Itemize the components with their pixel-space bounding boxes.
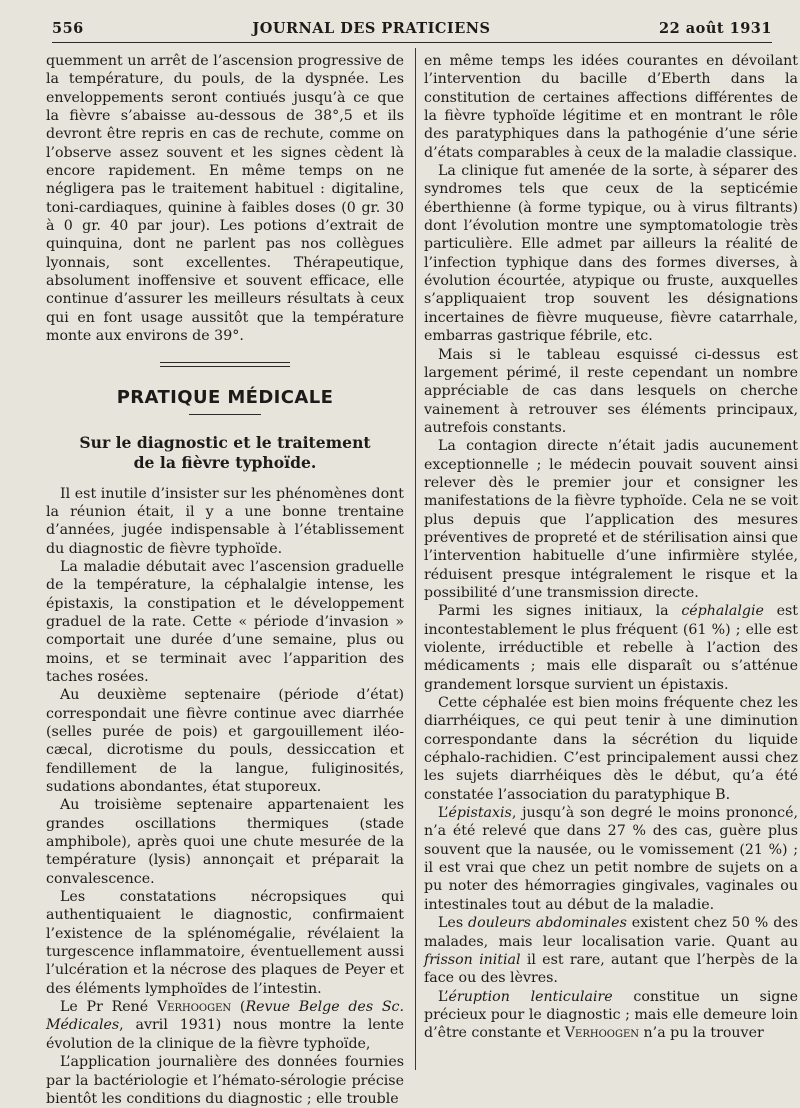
section-heading: PRATIQUE MÉDICALE (116, 386, 334, 408)
text-run: ( (231, 999, 246, 1016)
paragraph (424, 988, 798, 1043)
emphasis: frisson initial (424, 951, 521, 968)
heading-underline (189, 414, 261, 415)
paragraph: Mais si le tableau esquissé ci-dessus est largement périmé, il reste cependant un nombre appréciable de cas dans lesquels on cherche vainement à retrouver ses éléments principaux, autrefois constants. (424, 346, 798, 436)
paragraph: L’application journalière des données fournies par la bactériologie et l’hémato-sérologie précise bientôt les conditions du diagnostic ; elle trouble (46, 1054, 404, 1107)
paragraph: Il est inutile d’insister sur les phénomènes dont la réunion était, il y a une bonne trentaine d’années, jugée indispensable à l’établissement du diagnostic de fièvre typhoïde. (46, 485, 404, 557)
paragraph (424, 804, 798, 914)
article-title-line: de la fièvre typhoïde. (133, 452, 317, 472)
paragraph: La contagion directe n’était jadis aucunement exceptionnelle ; le médecin pouvait souvent ainsi relever dès le premier jour et consigner les manifestations de la fièvre typhoïde. Cela ne se voit plus depuis que l’application des mesures préventives de propreté et de stérilisation ainsi que l’intervention habituelle d’une infirmière stylée, réduisent presque intégralement le risque et la possibilité d’une transmission directe. (424, 438, 798, 601)
emphasis: éruption lenticulaire (448, 988, 613, 1005)
text-run: L’ (438, 805, 449, 822)
paragraph (424, 914, 798, 987)
text-run: , avril 1931) nous montre la lente évolution de la clinique de la fièvre typhoïde, (46, 1017, 404, 1052)
author-name: Verhoogen (564, 1025, 640, 1042)
article-title (46, 433, 404, 473)
paragraph (424, 602, 798, 694)
paragraph: La maladie débutait avec l’ascension graduelle de la température, la céphalalgie intense, les épistaxis, la constipation et le développement graduel de la rate. Cette « période d’invasion » comportait une durée d’une semaine, plus ou moins, et se terminait avec l’apparition des taches rosées. (46, 558, 404, 685)
text-run: constitue un signe précieux pour le diagnostic ; mais elle demeure loin d’être constante et (424, 988, 798, 1042)
text-run: Les (438, 915, 469, 932)
column-divider (415, 48, 416, 1070)
page-number: 556 (52, 19, 84, 37)
emphasis: épistaxis (448, 805, 512, 822)
paragraph: en même temps les idées courantes en dévoilant l’intervention du bacille d’Eberth dans la constitution de certaines affections différentes de la fièvre typhoïde légitime et en montrant le rôle des paratyphiques dans la pathogénie d’une série d’états comparables à ceux de la maladie classique. (424, 53, 798, 161)
page-header (52, 14, 772, 43)
article-title-line: Sur le diagnostic et le traitement (79, 432, 371, 452)
journal-reference: Revue Belge des Sc. Médicales (46, 999, 405, 1034)
text-run: est incontestablement le plus fréquent (61 %) ; elle est violente, irréductible et rebelle à l’action des médicaments ; mais elle disparaît ou s’atténue grandement lorsque survient un épistaxis. (424, 603, 799, 693)
paragraph (46, 998, 404, 1053)
text-run: Parmi les signes initiaux, la (438, 603, 682, 620)
paragraph: Au troisième septenaire appartenaient les grandes oscillations thermiques (stade amphibole), après quoi une chute mesurée de la température (lysis) annonçait et préparait la convalescence. (46, 797, 404, 887)
paragraph: Cette céphalée est bien moins fréquente chez les diarrhéiques, ce qui peut tenir à une diminution correspondante dans la sécrétion du liquide céphalo-rachidien. C’est principalement aussi chez les sujets diarrhéiques dès le début, qu’a été constatée l’association du paratyphique B. (424, 695, 798, 803)
paragraph: Au deuxième septenaire (période d’état) correspondait une fièvre continue avec diarrhée (selles purée de pois) et gargouillement iléo-cæcal, dicrotisme du pouls, dessiccation et fendillement de la langue, fuliginosités, sudations abondantes, état stuporeux. (46, 687, 404, 795)
paragraph: Les constatations nécropsiques qui authentiquaient le diagnostic, confirmaient l’existence de la splénomégalie, révélaient la turgescence inflammatoire, éventuellement aussi l’ulcération et la nécrose des plaques de Peyer et des éléments lymphoïdes de l’intestin. (46, 889, 404, 997)
emphasis: céphalalgie (681, 603, 764, 620)
text-run: L’ (438, 988, 449, 1005)
emphasis: douleurs abdominales (468, 915, 627, 932)
text-run: il est rare, autant que l’herpès de la face ou des lèvres. (424, 951, 798, 987)
text-run: , jusqu’à son degré le moins prononcé, n’a été relevé que dans 27 % des cas, guère plus souvent que la nausée, ou le vomissement (21 %) ; il est vrai que chez un petit nombre de sujets on a pu noter des hémorragies gingivales, vaginales ou intestinales tout au début de la maladie. (424, 805, 798, 913)
journal-title: JOURNAL DES PRATICIENS (252, 19, 491, 37)
issue-date: 22 août 1931 (659, 19, 772, 37)
section-divider (160, 362, 290, 367)
left-column (46, 52, 404, 1108)
text-run: Le Pr René (60, 999, 157, 1016)
text-run: existent chez 50 % des malades, mais leur localisation varie. Quant au (424, 915, 798, 950)
paragraph: La clinique fut amenée de la sorte, à séparer des syndromes tels que ceux de la septicémie éberthienne (à forme typique, ou à virus filtrants) dont l’évolution montre une symptomatologie très particulière. Elle admet par ailleurs la réalité de l’infection typhique dans des formes diverses, à évolution écourtée, atypique ou fruste, auxquelles s’appliquaient trop souvent les désignations incertaines de fièvre muqueuse, fièvre catarrhale, embarras gastrique fébrile, etc. (424, 163, 798, 345)
right-column (424, 52, 798, 1043)
author-name: Verhoogen (156, 999, 232, 1016)
text-run: n’a pu la trouver (639, 1025, 764, 1042)
paragraph: quemment un arrêt de l’ascension progressive de la température, du pouls, de la dyspnée. Les enveloppements seront contiués jusqu’à ce que la fièvre s’abaisse au-dessous de 38°,5 et ils devront être repris en cas de rechute, comme on l’observe assez souvent et les signes cèdent là encore rapidement. En même temps on ne négligera pas le traitement habituel : digitaline, toni-cardiaques, quinine à faibles doses (0 gr. 30 à 0 gr. 40 par jour). Les potions d’extrait de quinquina, dont ne parlent pas nos collègues lyonnais, sont excellentes. Thérapeutique, absolument inoffensive et souvent efficace, elle continue d’assurer les meilleurs résultats à ceux qui en font usage aussitôt que la température monte aux environs de 39°. (46, 53, 404, 345)
